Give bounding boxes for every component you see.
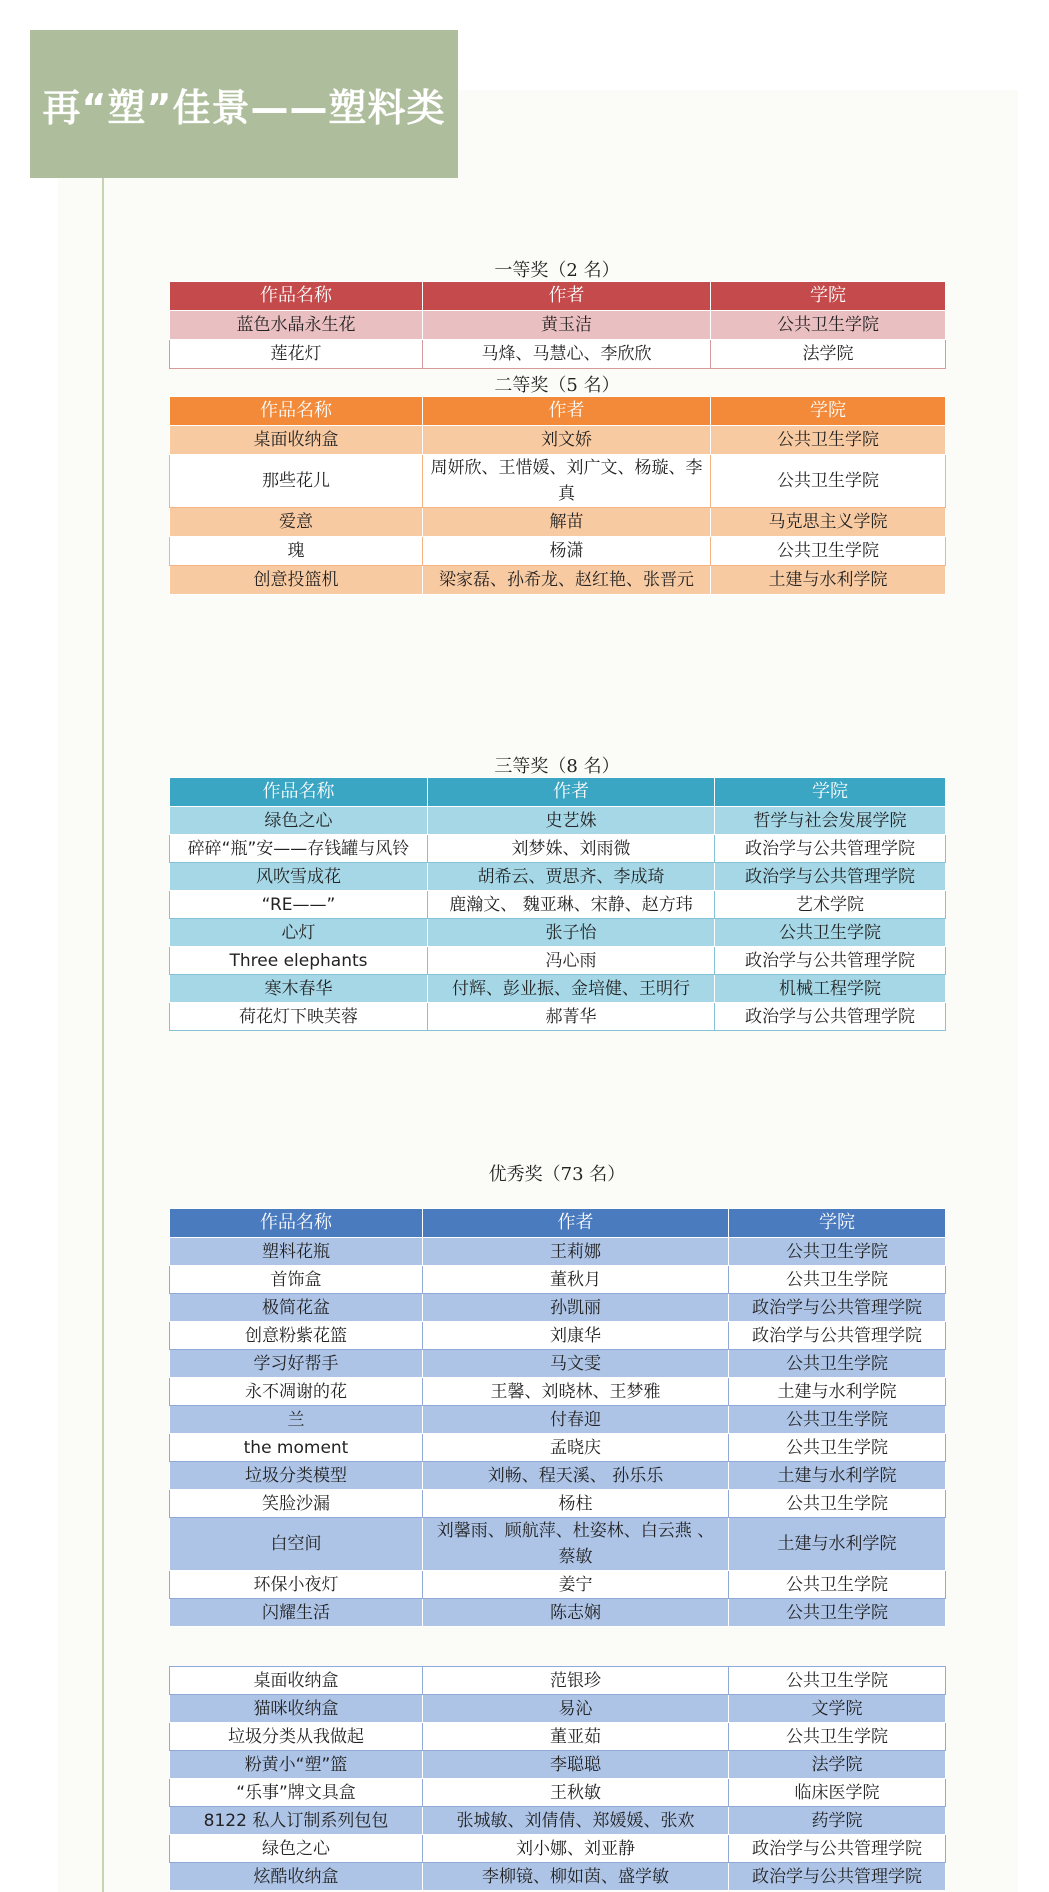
column-header: 作者	[428, 778, 715, 807]
college-cell: 哲学与社会发展学院	[715, 807, 946, 835]
table-row	[170, 1322, 946, 1350]
table-row	[170, 1350, 946, 1378]
table-row	[170, 1518, 946, 1571]
author-cell: 张城敏、刘倩倩、郑媛媛、张欢	[423, 1807, 729, 1835]
table-row	[170, 1835, 946, 1863]
first-prize-block	[169, 281, 945, 369]
work-title-cell: 蓝色水晶永生花	[170, 311, 423, 340]
column-header: 学院	[711, 282, 946, 311]
college-cell: 公共卫生学院	[711, 311, 946, 340]
table-row	[170, 566, 946, 595]
author-cell: 王馨、刘晓林、王梦雅	[423, 1378, 729, 1406]
author-cell: 刘小娜、刘亚静	[423, 1835, 729, 1863]
college-cell: 公共卫生学院	[729, 1266, 946, 1294]
column-header: 学院	[711, 397, 946, 426]
college-cell: 公共卫生学院	[729, 1667, 946, 1695]
table-row	[170, 807, 946, 835]
table-row	[170, 426, 946, 455]
work-title-cell: 爱意	[170, 508, 423, 537]
first-prize-table	[169, 281, 946, 369]
college-cell: 公共卫生学院	[729, 1490, 946, 1518]
excellence-prize-table	[169, 1208, 946, 1627]
work-title-cell: 寒木春华	[170, 975, 428, 1003]
table-row	[170, 1406, 946, 1434]
excellence-prize-table-continued	[169, 1666, 946, 1891]
second-prize-table	[169, 396, 946, 595]
work-title-cell: 创意投篮机	[170, 566, 423, 595]
author-cell: 周妍欣、王惜媛、刘广文、杨璇、李真	[423, 455, 711, 508]
work-title-cell: 瑰	[170, 537, 423, 566]
page-title: 再“塑”佳景——塑料类	[42, 85, 446, 130]
college-cell: 土建与水利学院	[711, 566, 946, 595]
table-row	[170, 1863, 946, 1891]
table-row	[170, 1266, 946, 1294]
table-header-row	[170, 282, 946, 311]
table-row	[170, 1751, 946, 1779]
college-cell: 临床医学院	[729, 1779, 946, 1807]
college-cell: 公共卫生学院	[711, 455, 946, 508]
work-title-cell: 笑脸沙漏	[170, 1490, 423, 1518]
college-cell: 政治学与公共管理学院	[715, 947, 946, 975]
table-row	[170, 537, 946, 566]
author-cell: 杨柱	[423, 1490, 729, 1518]
table-row	[170, 947, 946, 975]
work-title-cell: 垃圾分类从我做起	[170, 1723, 423, 1751]
column-header: 作者	[423, 282, 711, 311]
table-row	[170, 891, 946, 919]
college-cell: 政治学与公共管理学院	[715, 835, 946, 863]
college-cell: 马克思主义学院	[711, 508, 946, 537]
work-title-cell: 桌面收纳盒	[170, 1667, 423, 1695]
author-cell: 范银珍	[423, 1667, 729, 1695]
work-title-cell: 炫酷收纳盒	[170, 1863, 423, 1891]
author-cell: 刘梦姝、刘雨微	[428, 835, 715, 863]
third-prize-block	[169, 777, 945, 1031]
author-cell: 鹿瀚文、 魏亚琳、宋静、赵方玮	[428, 891, 715, 919]
college-cell: 政治学与公共管理学院	[729, 1863, 946, 1891]
table-row	[170, 1571, 946, 1599]
work-title-cell: 首饰盒	[170, 1266, 423, 1294]
column-header: 作者	[423, 397, 711, 426]
author-cell: 刘馨雨、顾航萍、杜姿林、白云燕 、蔡敏	[423, 1518, 729, 1571]
work-title-cell: 绿色之心	[170, 807, 428, 835]
work-title-cell: 荷花灯下映芙蓉	[170, 1003, 428, 1031]
author-cell: 王秋敏	[423, 1779, 729, 1807]
column-header: 作品名称	[170, 397, 423, 426]
second-prize-block	[169, 396, 945, 595]
table-row	[170, 1003, 946, 1031]
author-cell: 易沁	[423, 1695, 729, 1723]
table-row	[170, 1378, 946, 1406]
table-row	[170, 919, 946, 947]
column-header: 学院	[715, 778, 946, 807]
college-cell: 土建与水利学院	[729, 1378, 946, 1406]
author-cell: 杨潇	[423, 537, 711, 566]
column-header: 作品名称	[170, 1209, 423, 1238]
table-row	[170, 311, 946, 340]
table-row	[170, 1779, 946, 1807]
college-cell: 文学院	[729, 1695, 946, 1723]
college-cell: 艺术学院	[715, 891, 946, 919]
table-header-row	[170, 778, 946, 807]
author-cell: 张子怡	[428, 919, 715, 947]
college-cell: 公共卫生学院	[711, 537, 946, 566]
table-row	[170, 1599, 946, 1627]
table-header-row	[170, 1209, 946, 1238]
work-title-cell: “乐事”牌文具盒	[170, 1779, 423, 1807]
work-title-cell: 碎碎“瓶”安——存钱罐与风铃	[170, 835, 428, 863]
table-header-row	[170, 397, 946, 426]
college-cell: 土建与水利学院	[729, 1462, 946, 1490]
work-title-cell: 兰	[170, 1406, 423, 1434]
third-prize-caption: 三等奖（8 名）	[494, 756, 620, 777]
author-cell: 付春迎	[423, 1406, 729, 1434]
college-cell: 公共卫生学院	[729, 1406, 946, 1434]
college-cell: 公共卫生学院	[729, 1238, 946, 1266]
excellence-prize-block	[169, 1208, 945, 1627]
work-title-cell: 塑料花瓶	[170, 1238, 423, 1266]
author-cell: 冯心雨	[428, 947, 715, 975]
work-title-cell: 桌面收纳盒	[170, 426, 423, 455]
work-title-cell: 粉黄小“塑”篮	[170, 1751, 423, 1779]
college-cell: 政治学与公共管理学院	[729, 1322, 946, 1350]
author-cell: 李柳镜、柳如茵、盛学敏	[423, 1863, 729, 1891]
college-cell: 政治学与公共管理学院	[729, 1835, 946, 1863]
author-cell: 刘文娇	[423, 426, 711, 455]
college-cell: 公共卫生学院	[729, 1723, 946, 1751]
table-row	[170, 1667, 946, 1695]
college-cell: 机械工程学院	[715, 975, 946, 1003]
table-row	[170, 1434, 946, 1462]
table-row	[170, 1723, 946, 1751]
college-cell: 法学院	[711, 340, 946, 369]
work-title-cell: 闪耀生活	[170, 1599, 423, 1627]
author-cell: 董秋月	[423, 1266, 729, 1294]
table-row	[170, 455, 946, 508]
author-cell: 胡希云、贾思齐、李成琦	[428, 863, 715, 891]
author-cell: 梁家磊、孙希龙、赵红艳、张晋元	[423, 566, 711, 595]
third-prize-table	[169, 777, 946, 1031]
excellence-prize-caption: 优秀奖（73 名）	[488, 1164, 626, 1185]
author-cell: 马烽、马慧心、李欣欣	[423, 340, 711, 369]
work-title-cell: 环保小夜灯	[170, 1571, 423, 1599]
college-cell: 公共卫生学院	[715, 919, 946, 947]
work-title-cell: 风吹雪成花	[170, 863, 428, 891]
table-row	[170, 835, 946, 863]
college-cell: 公共卫生学院	[729, 1599, 946, 1627]
table-row	[170, 340, 946, 369]
college-cell: 政治学与公共管理学院	[729, 1294, 946, 1322]
work-title-cell: Three elephants	[170, 947, 428, 975]
author-cell: 马文雯	[423, 1350, 729, 1378]
table-row	[170, 1294, 946, 1322]
table-row	[170, 863, 946, 891]
table-row	[170, 975, 946, 1003]
first-prize-caption: 一等奖（2 名）	[494, 260, 620, 281]
work-title-cell: 垃圾分类模型	[170, 1462, 423, 1490]
work-title-cell: 学习好帮手	[170, 1350, 423, 1378]
work-title-cell: 白空间	[170, 1518, 423, 1571]
excellence-prize-block-continued	[169, 1666, 945, 1891]
college-cell: 土建与水利学院	[729, 1518, 946, 1571]
author-cell: 黄玉洁	[423, 311, 711, 340]
author-cell: 史艺姝	[428, 807, 715, 835]
college-cell: 政治学与公共管理学院	[715, 863, 946, 891]
work-title-cell: 创意粉紫花篮	[170, 1322, 423, 1350]
college-cell: 公共卫生学院	[711, 426, 946, 455]
author-cell: 刘康华	[423, 1322, 729, 1350]
column-header: 作者	[423, 1209, 729, 1238]
section-header	[30, 30, 458, 178]
work-title-cell: 莲花灯	[170, 340, 423, 369]
college-cell: 公共卫生学院	[729, 1571, 946, 1599]
work-title-cell: “RE——”	[170, 891, 428, 919]
work-title-cell: 永不凋谢的花	[170, 1378, 423, 1406]
work-title-cell: 心灯	[170, 919, 428, 947]
work-title-cell: 绿色之心	[170, 1835, 423, 1863]
second-prize-caption: 二等奖（5 名）	[494, 375, 620, 396]
work-title-cell: 8122 私人订制系列包包	[170, 1807, 423, 1835]
work-title-cell: 猫咪收纳盒	[170, 1695, 423, 1723]
column-header: 学院	[729, 1209, 946, 1238]
author-cell: 王莉娜	[423, 1238, 729, 1266]
author-cell: 解苗	[423, 508, 711, 537]
work-title-cell: 极简花盆	[170, 1294, 423, 1322]
author-cell: 刘畅、程天溪、 孙乐乐	[423, 1462, 729, 1490]
table-row	[170, 1462, 946, 1490]
table-row	[170, 1490, 946, 1518]
author-cell: 孟晓庆	[423, 1434, 729, 1462]
table-row	[170, 1238, 946, 1266]
college-cell: 法学院	[729, 1751, 946, 1779]
college-cell: 公共卫生学院	[729, 1350, 946, 1378]
author-cell: 付辉、彭业振、金培健、王明行	[428, 975, 715, 1003]
author-cell: 郝菁华	[428, 1003, 715, 1031]
work-title-cell: the moment	[170, 1434, 423, 1462]
work-title-cell: 那些花儿	[170, 455, 423, 508]
college-cell: 公共卫生学院	[729, 1434, 946, 1462]
author-cell: 姜宁	[423, 1571, 729, 1599]
timeline-line	[102, 178, 104, 1892]
college-cell: 药学院	[729, 1807, 946, 1835]
author-cell: 陈志娴	[423, 1599, 729, 1627]
author-cell: 董亚茹	[423, 1723, 729, 1751]
table-row	[170, 1807, 946, 1835]
column-header: 作品名称	[170, 778, 428, 807]
table-row	[170, 1695, 946, 1723]
column-header: 作品名称	[170, 282, 423, 311]
college-cell: 政治学与公共管理学院	[715, 1003, 946, 1031]
author-cell: 李聪聪	[423, 1751, 729, 1779]
author-cell: 孙凯丽	[423, 1294, 729, 1322]
table-row	[170, 508, 946, 537]
